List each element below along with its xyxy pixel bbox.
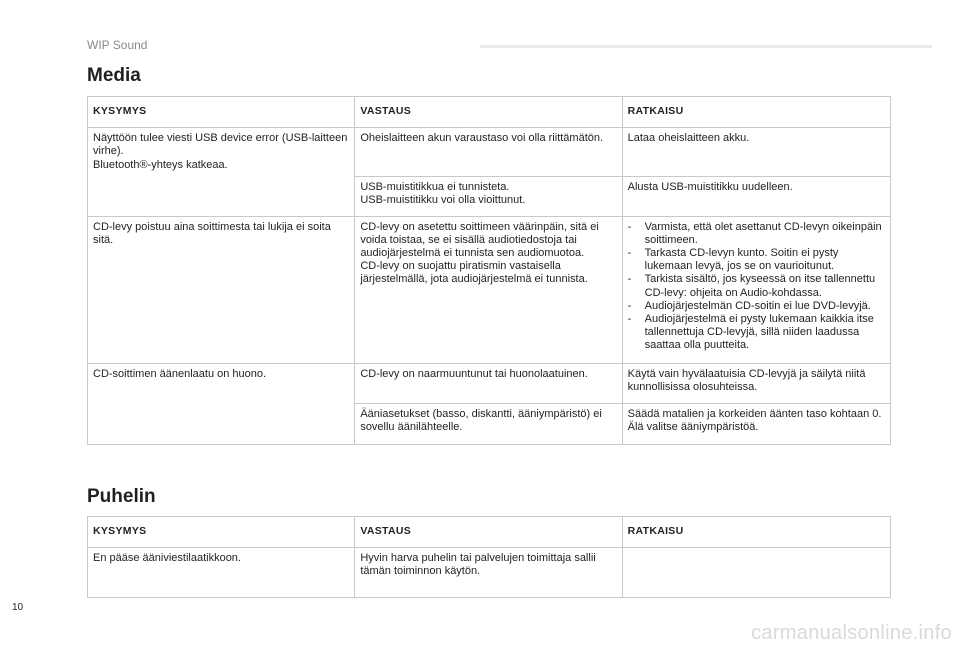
- table-header-row: [88, 97, 891, 128]
- solution-cell: [622, 548, 890, 598]
- column-header-question: KYSYMYS: [88, 517, 355, 548]
- column-header-answer: VASTAUS: [355, 97, 622, 128]
- answer-line: USB-muistitikku voi olla vioittunut.: [360, 194, 526, 207]
- solution-cell: Säädä matalien ja korkeiden äänten taso kohtaan 0. Älä valitse ääniympäristöä.: [622, 403, 890, 444]
- answer-line: CD-levy on suojattu piratismin vastaisella järjestelmällä, jota audiojärjestelmä ei tunnista.: [360, 260, 588, 286]
- page-number: 10: [12, 602, 24, 613]
- answer-line: CD-levy on asetettu soittimeen väärinpäin, sitä ei voida toistaa, se ei sisällä audiotiedostoja tai audiojärjestelmä ei tunnista sen audiomuotoa.: [360, 220, 599, 260]
- answer-cell: Ääniasetukset (basso, diskantti, ääniympäristö) ei sovellu äänilähteelle.: [355, 403, 622, 444]
- phone-section-title: Puhelin: [87, 486, 156, 507]
- solution-list-item: - Varmista, että olet asettanut CD-levyn oikeinpäin soittimeen.: [628, 221, 885, 247]
- watermark: carmanualsonline.info: [751, 622, 952, 644]
- question-text: Näyttöön tulee viesti USB device error (USB-laitteen virhe).: [93, 132, 348, 158]
- solution-list-item: - Tarkista sisältö, jos kyseessä on itse tallennettu CD-levy: ohjeita on Audio-kohdassa.: [628, 273, 885, 299]
- solution-list-item: - Audiojärjestelmän CD-soitin ei lue DVD-levyjä.: [628, 300, 885, 313]
- solution-cell: [622, 216, 890, 363]
- table-row: [88, 363, 891, 403]
- table-row: [88, 216, 891, 363]
- answer-cell: [355, 216, 622, 363]
- question-cell: [88, 128, 355, 216]
- phone-table: [87, 516, 891, 598]
- answer-cell: Oheislaitteen akun varaustaso voi olla riittämätön.: [355, 128, 622, 177]
- solution-list-item: - Tarkasta CD-levyn kunto. Soitin ei pysty lukemaan levyä, jos se on vaurioitunut.: [628, 247, 885, 273]
- question-cell: En pääse ääniviestilaatikkoon.: [88, 548, 355, 598]
- header-section-label: WIP Sound: [87, 38, 148, 52]
- solution-cell: Alusta USB-muistitikku uudelleen.: [622, 177, 890, 216]
- question-cell: CD-levy poistuu aina soittimesta tai lukija ei soita sitä.: [88, 216, 355, 363]
- question-extra-text: Bluetooth®-yhteys katkeaa.: [93, 158, 228, 171]
- answer-cell: CD-levy on naarmuuntunut tai huonolaatuinen.: [355, 363, 622, 403]
- header-rule: [480, 45, 932, 48]
- answer-line: USB-muistitikkua ei tunnisteta.: [360, 181, 510, 194]
- table-row: [88, 128, 891, 177]
- solution-cell: Lataa oheislaitteen akku.: [622, 128, 890, 177]
- column-header-question: KYSYMYS: [88, 97, 355, 128]
- table-row: [88, 548, 891, 598]
- solution-list: [628, 221, 885, 353]
- table-header-row: [88, 517, 891, 548]
- media-section-title: Media: [87, 65, 141, 86]
- media-table: [87, 96, 891, 445]
- answer-cell: [355, 177, 622, 216]
- column-header-solution: RATKAISU: [622, 517, 890, 548]
- answer-cell: Hyvin harva puhelin tai palvelujen toimittaja sallii tämän toiminnon käytön.: [355, 548, 622, 598]
- question-cell: CD-soittimen äänenlaatu on huono.: [88, 363, 355, 444]
- column-header-solution: RATKAISU: [622, 97, 890, 128]
- solution-cell: Käytä vain hyvälaatuisia CD-levyjä ja säilytä niitä kunnollisissa olosuhteissa.: [622, 363, 890, 403]
- solution-list-item: - Audiojärjestelmä ei pysty lukemaan kaikkia itse tallennettuja CD-levyjä, sillä niiden laadussa saattaa olla puutteita.: [628, 313, 885, 353]
- column-header-answer: VASTAUS: [355, 517, 622, 548]
